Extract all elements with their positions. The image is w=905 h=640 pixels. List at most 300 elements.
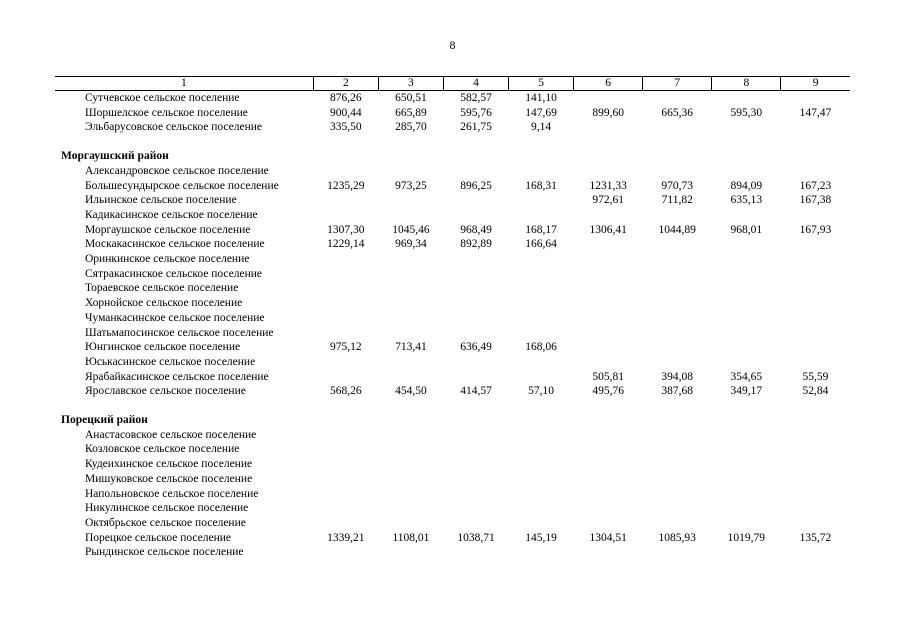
value-cell	[712, 442, 781, 457]
value-cell	[443, 311, 508, 326]
value-cell	[712, 501, 781, 516]
settlement-name: Сутчевское сельское поселение	[85, 92, 240, 104]
value-cell	[712, 472, 781, 487]
value-cell	[781, 545, 850, 560]
value-cell	[313, 487, 378, 502]
page-number: 8	[449, 38, 456, 52]
district-title: Порецкий район	[61, 414, 148, 427]
table-row	[55, 208, 850, 223]
value-cell	[712, 516, 781, 531]
settlement-name: Кадикасинское сельское поселение	[85, 208, 258, 221]
value-cell	[443, 442, 508, 457]
value-cell	[378, 516, 443, 531]
value-cell: 55,59	[802, 370, 829, 383]
value-cell	[509, 516, 574, 531]
column-header: 1	[55, 77, 313, 91]
table-row	[55, 106, 850, 121]
value-cell: 1339,21	[327, 531, 365, 544]
value-cell	[443, 281, 508, 296]
value-cell	[509, 296, 574, 311]
table-row	[55, 516, 850, 531]
value-cell	[643, 355, 712, 370]
settlement-name: Оринкинское сельское поселение	[85, 253, 250, 266]
value-cell	[313, 457, 378, 472]
value-cell	[643, 237, 712, 252]
table-row	[55, 384, 850, 399]
table-row	[55, 237, 850, 252]
value-cell: 9,14	[531, 121, 552, 134]
table-row	[55, 252, 850, 267]
value-cell	[574, 472, 643, 487]
value-cell	[509, 208, 574, 223]
value-cell	[781, 281, 850, 296]
value-cell	[643, 472, 712, 487]
settlement-name: Ярославское сельское поселение	[85, 385, 246, 398]
table-body	[55, 91, 850, 561]
value-cell: 582,57	[460, 92, 492, 104]
value-cell	[313, 326, 378, 341]
value-cell: 454,50	[395, 385, 427, 398]
settlement-name: Кудеихинское сельское поселение	[85, 458, 253, 471]
value-cell	[443, 516, 508, 531]
value-cell: 168,17	[525, 223, 557, 236]
value-cell	[712, 457, 781, 472]
value-cell	[643, 487, 712, 502]
table-row	[55, 355, 850, 370]
value-cell	[712, 340, 781, 355]
settlement-name: Хорнойское сельское поселение	[85, 297, 243, 310]
table-row	[55, 457, 850, 472]
value-cell: 147,69	[525, 106, 557, 119]
value-cell: 975,12	[330, 341, 362, 354]
value-cell	[643, 252, 712, 267]
spacer-row	[55, 135, 850, 149]
value-cell	[509, 428, 574, 443]
value-cell	[781, 340, 850, 355]
value-cell: 711,82	[661, 194, 693, 207]
table-row	[55, 428, 850, 443]
value-cell: 968,01	[730, 223, 763, 236]
value-cell: 970,73	[661, 179, 694, 192]
value-cell: 57,10	[528, 385, 555, 398]
value-cell: 168,31	[525, 179, 557, 192]
settlement-name: Мишуковское сельское поселение	[85, 472, 253, 485]
settlement-name: Моргаушское сельское поселение	[85, 223, 251, 236]
value-cell	[781, 164, 850, 179]
table-row	[55, 164, 850, 179]
value-cell	[378, 487, 443, 502]
value-cell	[443, 193, 508, 208]
value-cell	[443, 326, 508, 341]
value-cell: 394,08	[661, 370, 694, 383]
value-cell: 1304,51	[589, 531, 627, 544]
value-cell	[643, 340, 712, 355]
value-cell	[574, 326, 643, 341]
column-header: 3	[378, 77, 443, 91]
value-cell	[378, 428, 443, 443]
value-cell	[313, 311, 378, 326]
value-cell	[509, 193, 574, 208]
value-cell: 1045,46	[392, 223, 430, 236]
value-cell	[781, 208, 850, 223]
value-cell	[509, 326, 574, 341]
value-cell	[712, 208, 781, 223]
value-cell	[643, 91, 712, 106]
value-cell	[378, 193, 443, 208]
value-cell	[574, 545, 643, 560]
value-cell	[378, 326, 443, 341]
table-row	[55, 91, 850, 106]
value-cell: 261,75	[460, 121, 492, 134]
value-cell	[378, 164, 443, 179]
value-cell: 1235,29	[327, 179, 365, 192]
value-cell: 900,44	[330, 106, 362, 119]
value-cell: 568,26	[330, 385, 362, 398]
value-cell: 495,76	[592, 385, 624, 398]
table-row	[55, 370, 850, 385]
value-cell: 595,76	[460, 106, 492, 119]
value-cell	[643, 326, 712, 341]
value-cell	[781, 355, 850, 370]
value-cell	[574, 164, 643, 179]
value-cell	[443, 545, 508, 560]
value-cell	[643, 457, 712, 472]
value-cell	[712, 164, 781, 179]
value-cell	[313, 370, 378, 385]
column-header: 9	[781, 77, 850, 91]
value-cell	[509, 355, 574, 370]
value-cell	[313, 252, 378, 267]
value-cell	[781, 120, 850, 135]
table-row	[55, 267, 850, 282]
value-cell	[574, 311, 643, 326]
table-row	[55, 326, 850, 341]
value-cell	[712, 120, 781, 135]
value-cell	[313, 193, 378, 208]
value-cell	[378, 355, 443, 370]
table-row	[55, 296, 850, 311]
value-cell	[574, 355, 643, 370]
value-cell	[443, 355, 508, 370]
value-cell	[509, 501, 574, 516]
value-cell: 1306,41	[589, 223, 627, 236]
value-cell	[712, 296, 781, 311]
value-cell	[378, 442, 443, 457]
spacer-cell	[55, 399, 850, 413]
value-cell	[443, 501, 508, 516]
value-cell	[443, 267, 508, 282]
value-cell	[712, 91, 781, 106]
value-cell	[509, 252, 574, 267]
value-cell: 969,34	[395, 238, 427, 251]
value-cell	[643, 296, 712, 311]
value-cell	[313, 164, 378, 179]
value-cell	[781, 296, 850, 311]
value-cell	[378, 208, 443, 223]
district-heading-row	[55, 413, 850, 428]
value-cell: 145,19	[525, 531, 557, 544]
value-cell: 167,23	[799, 179, 832, 192]
settlement-name: Напольновское сельское поселение	[85, 487, 259, 500]
value-cell	[781, 457, 850, 472]
value-cell: 168,06	[525, 341, 557, 354]
table-row	[55, 545, 850, 560]
value-cell: 899,60	[592, 106, 624, 119]
value-cell	[378, 545, 443, 560]
settlement-name: Юськасинское сельское поселение	[85, 355, 256, 368]
value-cell	[781, 311, 850, 326]
value-cell	[509, 457, 574, 472]
settlement-name: Юнгинское сельское поселение	[85, 341, 241, 354]
settlement-name: Никулинское сельское поселение	[85, 502, 249, 515]
value-cell	[712, 428, 781, 443]
value-cell	[643, 281, 712, 296]
value-cell	[574, 120, 643, 135]
settlement-name: Шатьмапосинское сельское поселение	[85, 326, 274, 339]
settlements-table	[55, 76, 850, 560]
value-cell	[443, 164, 508, 179]
value-cell	[574, 487, 643, 502]
column-header: 6	[574, 77, 643, 91]
table-row	[55, 223, 850, 238]
value-cell: 892,89	[460, 238, 492, 251]
value-cell	[509, 487, 574, 502]
value-cell: 505,81	[592, 370, 624, 383]
value-cell	[509, 442, 574, 457]
value-cell: 1229,14	[327, 238, 365, 251]
value-cell: 135,72	[799, 531, 832, 544]
value-cell	[643, 120, 712, 135]
value-cell: 894,09	[730, 179, 763, 192]
value-cell	[643, 516, 712, 531]
settlement-name: Козловское сельское поселение	[85, 443, 240, 456]
value-cell	[574, 296, 643, 311]
value-cell	[574, 267, 643, 282]
district-heading-row	[55, 149, 850, 164]
value-cell: 1019,79	[727, 531, 765, 544]
column-header: 8	[712, 77, 781, 91]
value-cell	[443, 252, 508, 267]
settlement-name: Александровское сельское поселение	[85, 164, 269, 177]
value-cell: 595,30	[730, 106, 763, 119]
settlement-name: Сятракасинское сельское поселение	[85, 267, 262, 280]
value-cell	[574, 501, 643, 516]
value-cell	[509, 472, 574, 487]
value-cell	[378, 252, 443, 267]
value-cell	[313, 501, 378, 516]
value-cell	[574, 237, 643, 252]
value-cell: 635,13	[730, 194, 763, 207]
value-cell	[443, 428, 508, 443]
value-cell	[712, 311, 781, 326]
table-row	[55, 193, 850, 208]
value-cell	[712, 326, 781, 341]
value-cell	[313, 267, 378, 282]
value-cell	[313, 472, 378, 487]
value-cell	[509, 281, 574, 296]
table-row	[55, 531, 850, 546]
value-cell	[781, 237, 850, 252]
value-cell	[643, 545, 712, 560]
value-cell: 285,70	[395, 121, 427, 134]
value-cell: 968,49	[460, 223, 492, 236]
settlement-name: Большесундырское сельское поселение	[85, 179, 279, 192]
value-cell	[643, 208, 712, 223]
value-cell	[712, 252, 781, 267]
value-cell	[574, 252, 643, 267]
value-cell	[509, 311, 574, 326]
value-cell: 354,65	[730, 370, 763, 383]
value-cell	[509, 545, 574, 560]
value-cell: 147,47	[799, 106, 832, 119]
settlement-name: Анастасовское сельское поселение	[85, 428, 257, 441]
value-cell	[781, 252, 850, 267]
value-cell: 665,89	[395, 106, 427, 119]
value-cell	[313, 545, 378, 560]
settlement-name: Октябрьское сельское поселение	[85, 516, 246, 529]
value-cell	[313, 516, 378, 531]
value-cell: 1044,89	[658, 223, 696, 236]
value-cell	[781, 267, 850, 282]
value-cell	[781, 487, 850, 502]
value-cell	[313, 355, 378, 370]
value-cell	[313, 208, 378, 223]
value-cell	[781, 516, 850, 531]
value-cell: 876,26	[330, 92, 362, 104]
value-cell: 414,57	[460, 385, 492, 398]
spacer-cell	[55, 135, 850, 149]
table-row	[55, 340, 850, 355]
value-cell	[443, 296, 508, 311]
settlement-name: Ильинское сельское поселение	[85, 194, 237, 207]
value-cell	[712, 281, 781, 296]
value-cell	[712, 237, 781, 252]
value-cell	[712, 267, 781, 282]
value-cell	[643, 164, 712, 179]
value-cell: 1231,33	[589, 179, 627, 192]
value-cell	[574, 428, 643, 443]
value-cell	[378, 457, 443, 472]
value-cell	[313, 428, 378, 443]
table-row	[55, 179, 850, 194]
table-row	[55, 487, 850, 502]
value-cell: 896,25	[460, 179, 492, 192]
value-cell: 141,10	[525, 92, 557, 104]
value-cell	[643, 267, 712, 282]
value-cell	[378, 311, 443, 326]
spacer-row	[55, 399, 850, 413]
value-cell	[313, 281, 378, 296]
value-cell	[313, 442, 378, 457]
settlement-name: Москакасинское сельское поселение	[85, 238, 265, 251]
value-cell	[574, 281, 643, 296]
column-number-header	[55, 77, 850, 91]
value-cell: 1085,93	[658, 531, 696, 544]
value-cell	[574, 442, 643, 457]
value-cell	[313, 296, 378, 311]
value-cell: 972,61	[592, 194, 624, 207]
value-cell	[643, 442, 712, 457]
value-cell	[378, 267, 443, 282]
value-cell	[781, 501, 850, 516]
settlement-name: Тораевское сельское поселение	[85, 282, 239, 295]
table-row	[55, 311, 850, 326]
value-cell	[781, 326, 850, 341]
value-cell	[443, 457, 508, 472]
value-cell	[643, 501, 712, 516]
column-header: 5	[509, 77, 574, 91]
column-header: 2	[313, 77, 378, 91]
table-row	[55, 281, 850, 296]
settlement-name: Ярабайкасинское сельское поселение	[85, 370, 269, 383]
value-cell	[378, 370, 443, 385]
value-cell	[443, 208, 508, 223]
value-cell: 335,50	[330, 121, 362, 134]
value-cell	[378, 281, 443, 296]
value-cell	[378, 501, 443, 516]
value-cell: 52,84	[802, 385, 829, 398]
settlement-name: Чуманкасинское сельское поселение	[85, 311, 265, 324]
value-cell: 1307,30	[327, 223, 365, 236]
value-cell	[509, 370, 574, 385]
value-cell	[574, 516, 643, 531]
value-cell: 650,51	[395, 92, 427, 104]
table-row	[55, 472, 850, 487]
value-cell: 167,38	[799, 194, 832, 207]
settlement-name: Шоршелское сельское поселение	[85, 106, 248, 119]
value-cell: 665,36	[661, 106, 694, 119]
settlement-name: Порецкое сельское поселение	[85, 531, 232, 544]
column-header: 4	[443, 77, 508, 91]
value-cell	[712, 487, 781, 502]
value-cell	[574, 91, 643, 106]
value-cell: 973,25	[395, 179, 427, 192]
value-cell: 167,93	[799, 223, 832, 236]
table-row	[55, 120, 850, 135]
value-cell	[574, 457, 643, 472]
column-header: 7	[643, 77, 712, 91]
value-cell: 1038,71	[457, 531, 495, 544]
value-cell	[378, 296, 443, 311]
value-cell	[574, 340, 643, 355]
settlement-name: Эльбарусовское сельское поселение	[85, 121, 263, 134]
value-cell	[781, 91, 850, 106]
value-cell: 166,64	[525, 238, 557, 251]
table-row	[55, 501, 850, 516]
value-cell	[574, 208, 643, 223]
value-cell	[712, 545, 781, 560]
value-cell	[443, 370, 508, 385]
value-cell	[509, 164, 574, 179]
value-cell	[781, 442, 850, 457]
value-cell	[712, 355, 781, 370]
value-cell: 387,68	[661, 385, 694, 398]
value-cell: 713,41	[395, 341, 427, 354]
value-cell	[378, 472, 443, 487]
value-cell	[781, 428, 850, 443]
value-cell	[643, 311, 712, 326]
value-cell: 636,49	[460, 341, 492, 354]
value-cell	[443, 487, 508, 502]
table-row	[55, 442, 850, 457]
value-cell: 349,17	[730, 385, 763, 398]
value-cell	[443, 472, 508, 487]
value-cell: 1108,01	[392, 531, 430, 544]
settlement-name: Рындинское сельское поселение	[85, 546, 244, 559]
district-title: Моргаушский район	[61, 150, 169, 163]
value-cell	[509, 267, 574, 282]
value-cell	[781, 472, 850, 487]
